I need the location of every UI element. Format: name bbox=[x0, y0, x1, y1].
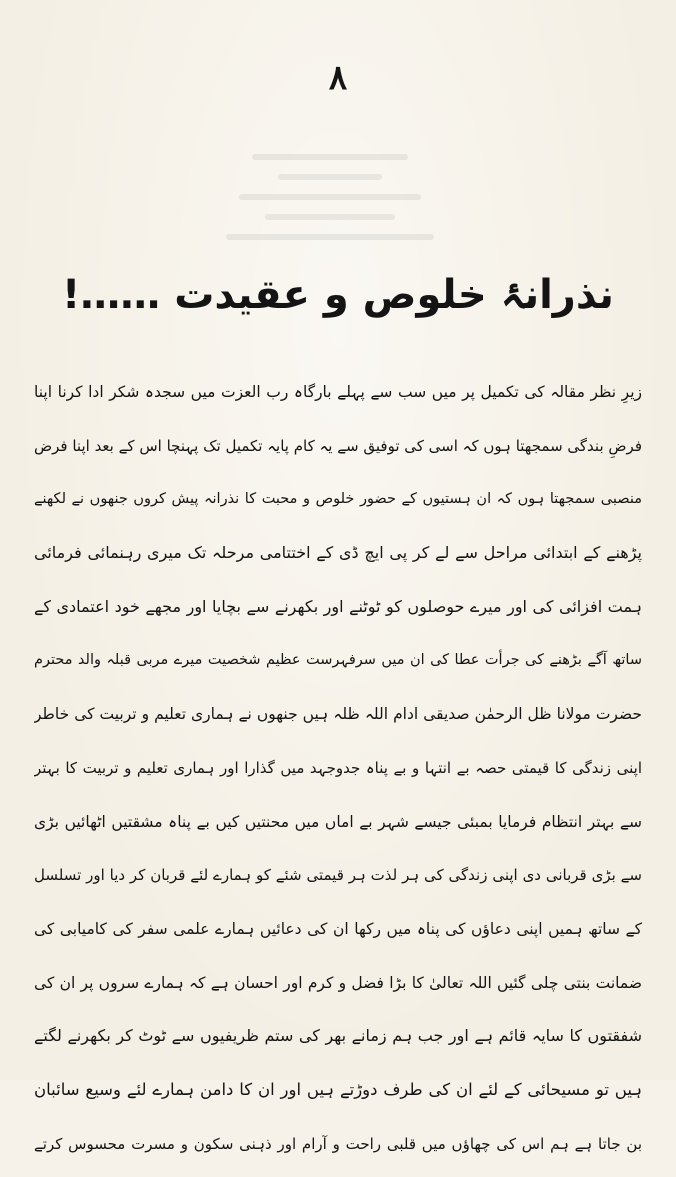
text-line: سے بڑی قربانی دی اپنی زندگی کی ہر لذت ہر قیمتی شئے کو ہمارے لئے قربان کر دیا اور تسلسل bbox=[34, 866, 642, 885]
text-line: ہیں تو مسیحائی کے لئے ان کی طرف دوڑتے ہیں اور ان کا دامن ہمارے لئے وسیع سائبان bbox=[34, 1079, 642, 1099]
text-line: شفقتوں کا سایہ قائم ہے اور جب ہم زمانے بھر کی ستم ظریفیوں سے ٹوٹ کر بکھرنے لگتے bbox=[34, 1026, 642, 1046]
text-line: ضمانت بنتی چلی گئیں اللہ تعالیٰ کا بڑا فضل و کرم اور احسان ہے کہ ہمارے سروں پر ان کی bbox=[34, 973, 642, 992]
text-line: بن جاتا ہے ہم اس کی چھاؤں میں قلبی راحت و آرام اور ذہنی سکون و مسرت محسوس کرتے bbox=[34, 1134, 642, 1153]
text-line: منصبی سمجھتا ہوں کہ ان ہستیوں کے حضور خلوص و محبت کا نذرانہ پیش کروں جنھوں نے لکھنے bbox=[34, 491, 642, 508]
text-line: اپنی زندگی کا قیمتی حصہ بے انتہا و بے پناہ جدوجہد میں گذارا اور ہماری تعلیم و تربیت کا بہتر bbox=[34, 758, 642, 777]
text-line: ساتھ آگے بڑھنے کی جرأت عطا کی ان میں سرفہرست عظیم شخصیت میرے مربی قبلہ والد محترم bbox=[34, 652, 642, 669]
text-line: کے ساتھ ہمیں اپنی دعاؤں کی پناہ میں رکھا ان کی دعائیں ہمارے علمی سفر کی کامیابی کی bbox=[34, 919, 642, 938]
text-line: ہمت افزائی کی اور میرے حوصلوں کو ٹوٹنے اور بکھرنے سے بچایا اور مجھے خود اعتمادی کے bbox=[34, 596, 642, 616]
page-title: نذرانۂ خلوص و عقیدت ……! bbox=[62, 272, 614, 318]
text-line: سے بہتر انتظام فرمایا بمبئی جیسے شہر بے اماں میں محنتیں کیں بے پناہ مشقتیں اٹھائیں بڑی bbox=[34, 812, 642, 831]
page-number: ۸ bbox=[328, 58, 348, 98]
text-line: پڑھنے کے ابتدائی مراحل سے لے کر پی ایچ ڈی کے اختتامی مرحلہ تک میری رہنمائی فرمائی bbox=[34, 543, 642, 563]
text-line: فرضِ بندگی سمجھتا ہوں کہ اسی کی توفیق سے یہ کام پایہ تکمیل تک پہنچا اس کے بعد اپنا فرض bbox=[34, 436, 642, 455]
body-paragraph bbox=[34, 372, 642, 1177]
text-line: زیرِ نظر مقالہ کی تکمیل پر میں سب سے پہلے بارگاہ رب العزت میں سجدہ شکر ادا کرنا اپنا bbox=[34, 383, 642, 401]
text-line: حضرت مولانا ظل الرحمٰن صدیقی ادام اللہ ظلہ ہیں جنھوں نے ہماری تعلیم و تربیت کی خاطر bbox=[34, 705, 642, 724]
